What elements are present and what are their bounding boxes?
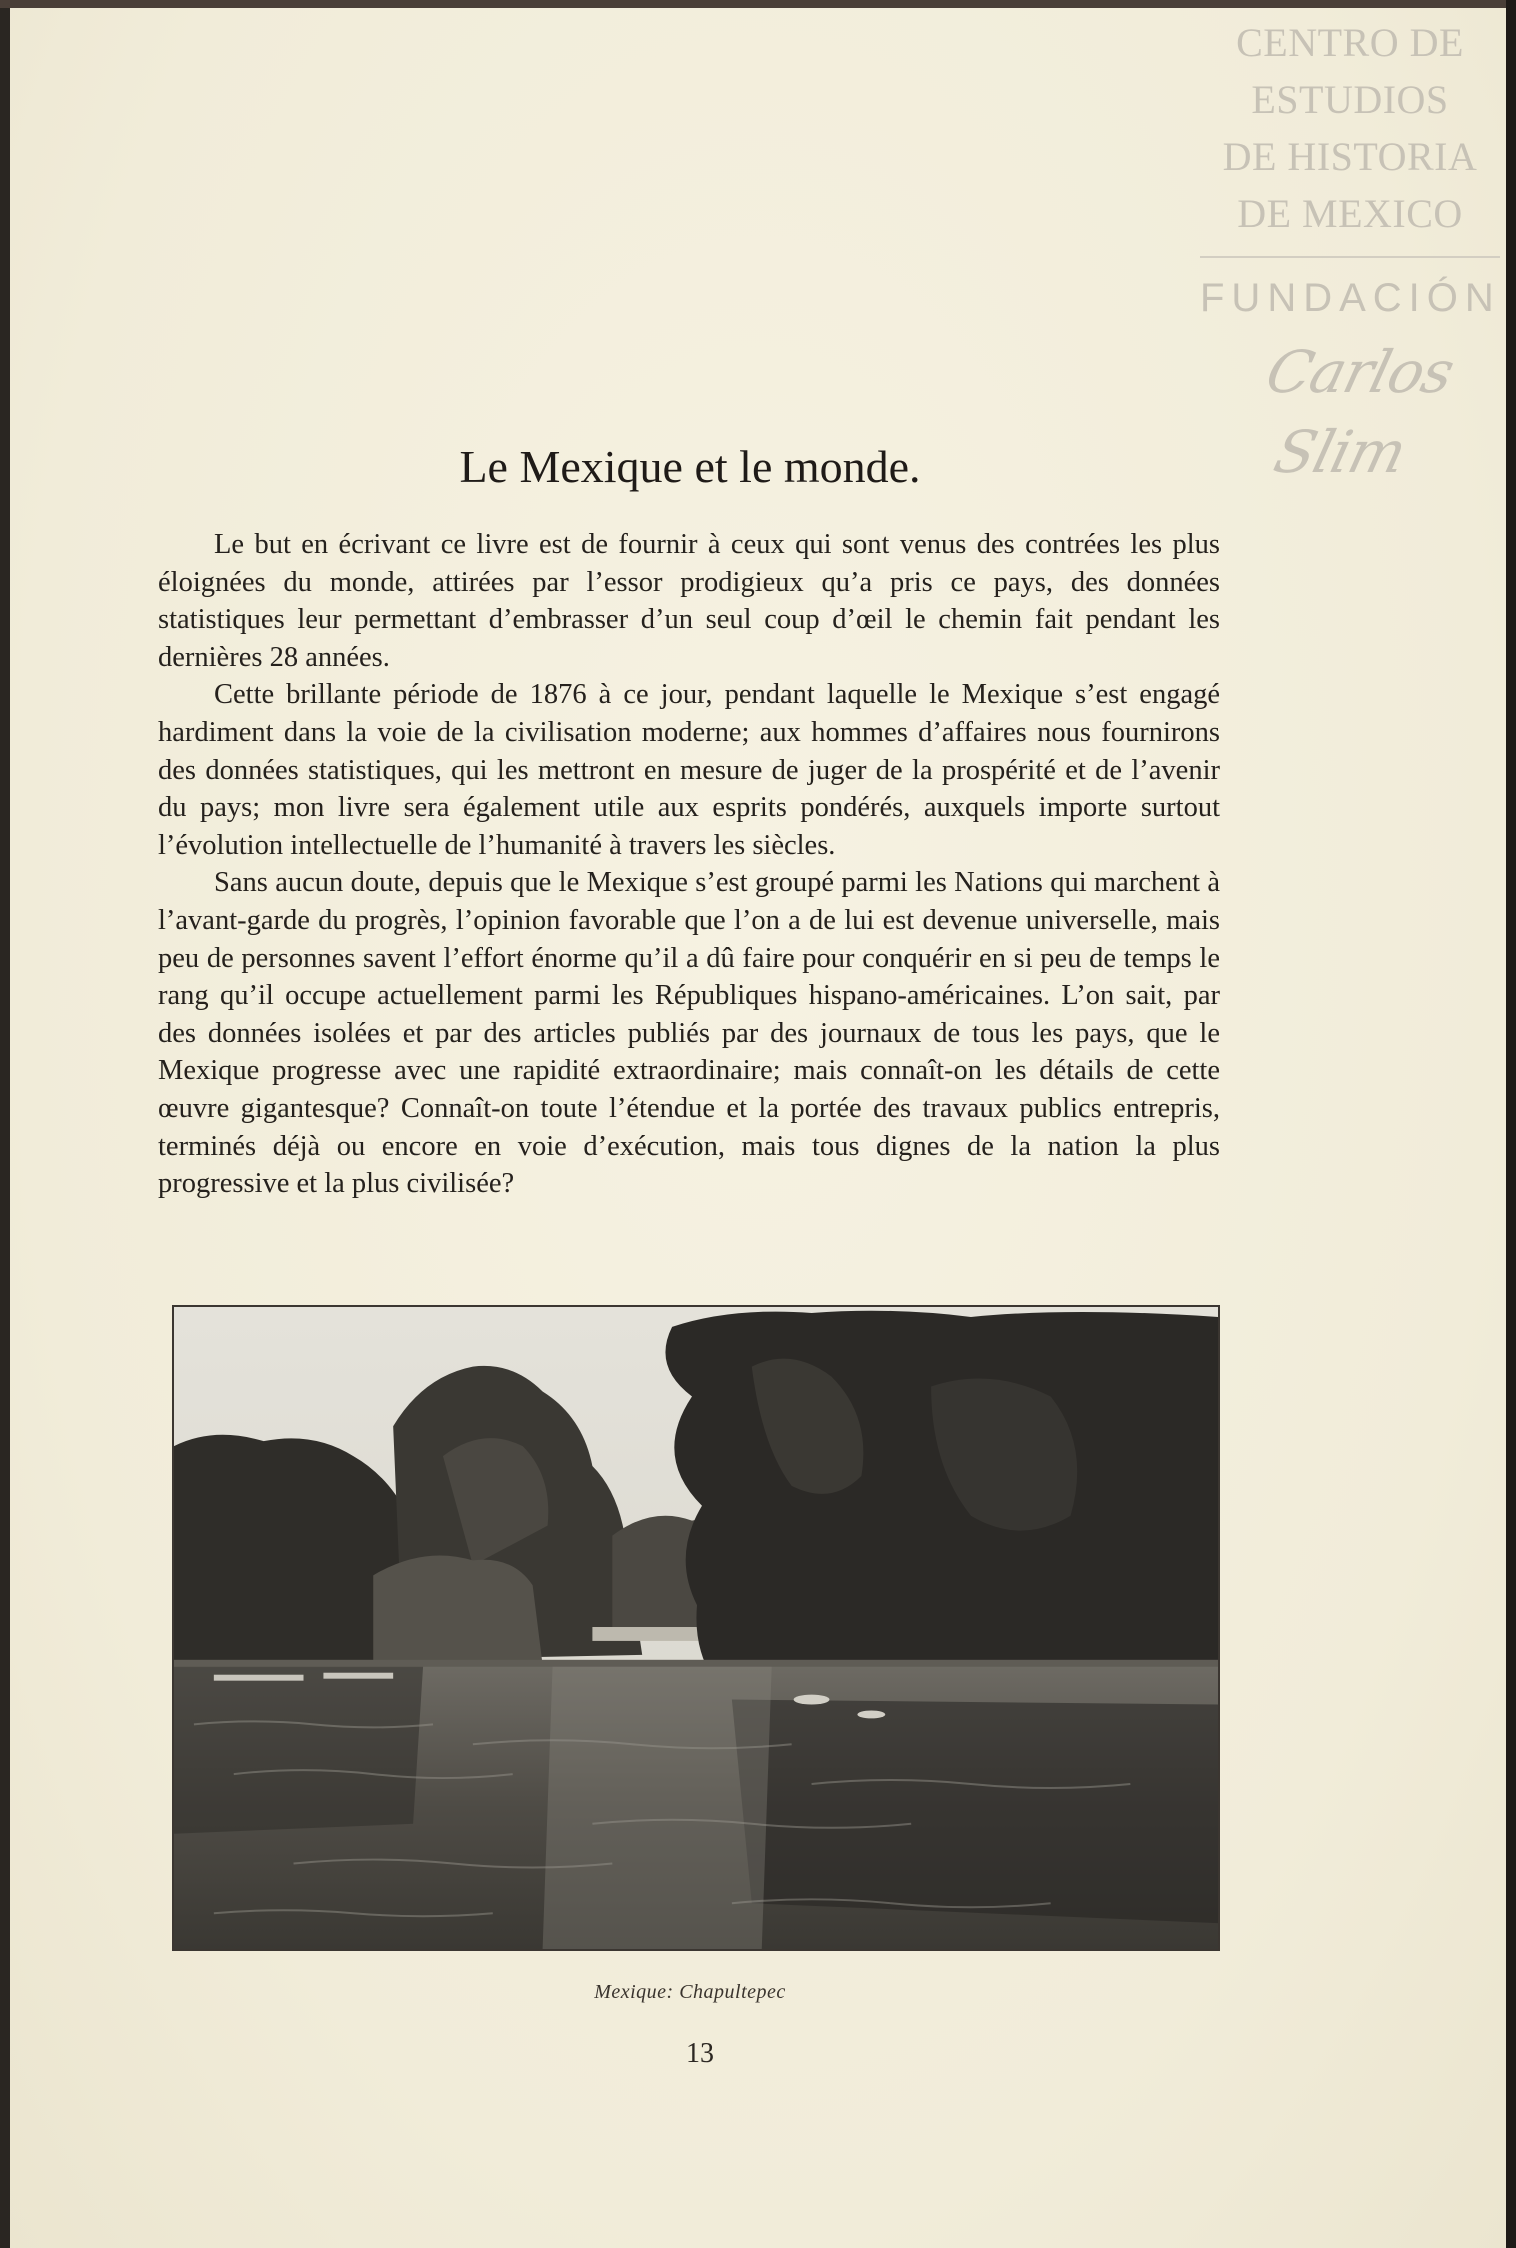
watermark-signature: Carlos Slim bbox=[1259, 338, 1461, 486]
page-top-edge bbox=[0, 0, 1516, 8]
watermark-divider bbox=[1200, 256, 1500, 258]
watermark-line-3: DE HISTORIA bbox=[1222, 134, 1478, 179]
body-text bbox=[158, 526, 1220, 1203]
watermark-line-4: DE MEXICO bbox=[1237, 191, 1463, 236]
watermark-fundacion: FUNDACIÓN bbox=[1200, 276, 1501, 320]
chapultepec-photograph bbox=[172, 1305, 1220, 1951]
paragraph-2: Cette brillante période de 1876 à ce jour, pendant laquelle le Mexique s’est engagé hardiment dans la voie de la civilisation moderne; aux hommes d’affaires nous fournirons des données statistiques, qui les mettront en mesure de juger de la prospérité et de l’avenir du pays; mon livre sera également utile aux esprits pondérés, auxquels importe surtout l’évolution intellectuelle de l’humanité à travers les siècles. bbox=[158, 679, 1220, 861]
photo-illustration bbox=[174, 1307, 1218, 1949]
page-title: Le Mexique et le monde. bbox=[459, 441, 921, 492]
archive-watermark bbox=[1200, 14, 1500, 492]
book-page bbox=[10, 8, 1506, 2248]
photo-caption: Mexique: Chapultepec bbox=[594, 1981, 786, 2003]
watermark-line-1: CENTRO DE bbox=[1236, 20, 1464, 65]
page-number: 13 bbox=[686, 2038, 714, 2069]
watermark-line-2: ESTUDIOS bbox=[1251, 77, 1449, 122]
paragraph-1: Le but en écrivant ce livre est de fournir à ceux qui sont venus des contrées les plus éloignées du monde, attirées par l’essor prodigieux qu’a pris ce pays, des données statistiques leur permettant d’embrasser d’un seul coup d’œil le chemin fait pendant les dernières 28 années. bbox=[158, 529, 1220, 673]
paragraph-3: Sans aucun doute, depuis que le Mexique s’est groupé parmi les Nations qui marchent à l’avant-garde du progrès, l’opinion favorable que l’on a de lui est devenue universelle, mais peu de personnes savent l’effort énorme qu’il a dû faire pour conquérir en si peu de temps le rang qu’il occupe actuellement parmi les Républiques hispano-américaines. L’on sait, par des données isolées et par des articles publiés par des journaux de tous les pays, que le Mexique progresse avec une rapidité extraordinaire; mais connaît-on les détails de cette œuvre gigantesque? Connaît-on toute l’étendue et la portée des travaux publics entrepris, terminés déjà ou encore en voie d’exécution, mais tous dignes de la nation la plus progressive et la plus civilisée? bbox=[158, 867, 1220, 1200]
page-right-edge bbox=[1506, 0, 1516, 2248]
